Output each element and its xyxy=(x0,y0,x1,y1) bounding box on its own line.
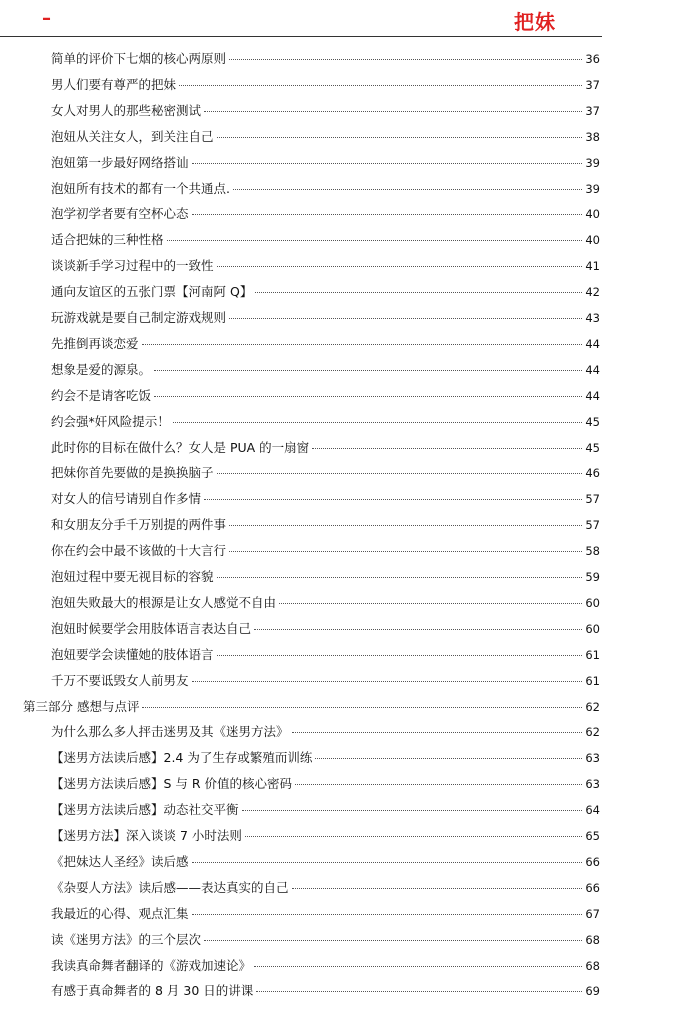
toc-entry[interactable] xyxy=(51,232,600,248)
toc-entry[interactable] xyxy=(51,595,600,611)
toc-leader-dots xyxy=(154,370,582,371)
toc-leader-dots xyxy=(233,189,582,190)
toc-page-number: 44 xyxy=(585,388,600,403)
toc-entry-title: 《把妹达人圣经》读后感 xyxy=(51,853,189,869)
toc-entry-title: 为什么那么多人抨击迷男及其《迷男方法》 xyxy=(51,724,289,740)
toc-entry[interactable] xyxy=(51,517,600,533)
toc-leader-dots xyxy=(242,810,583,811)
toc-page-number: 68 xyxy=(585,958,600,973)
toc-leader-dots xyxy=(217,655,583,656)
toc-entry-title: 泡妞所有技术的都有一个共通点. xyxy=(51,180,230,196)
toc-leader-dots xyxy=(192,914,583,915)
toc-entry[interactable] xyxy=(51,284,600,300)
toc-leader-dots xyxy=(229,59,582,60)
toc-page-number: 39 xyxy=(585,181,600,196)
toc-leader-dots xyxy=(295,784,582,785)
toc-entry[interactable] xyxy=(51,51,600,67)
toc-entry[interactable] xyxy=(51,77,600,93)
toc-page-number: 37 xyxy=(585,77,600,92)
toc-entry[interactable] xyxy=(51,750,600,766)
toc-entry-title: 我读真命舞者翻译的《游戏加速论》 xyxy=(51,957,252,973)
toc-page-number: 39 xyxy=(585,155,600,170)
page-header xyxy=(0,0,602,36)
toc-entry-title: 千万不要诋毁女人前男友 xyxy=(51,672,189,688)
toc-entry-title: 泡妞从关注女人，到关注自己 xyxy=(51,128,214,144)
toc-entry-title: 女人对男人的那些秘密测试 xyxy=(51,102,202,118)
toc-entry-title: 有感于真命舞者的 8 月 30 日的讲课 xyxy=(51,983,254,999)
toc-entry-title: 泡学初学者要有空杯心态 xyxy=(51,206,189,222)
toc-entry-title: 想象是爱的源泉。 xyxy=(51,361,152,377)
toc-leader-dots xyxy=(312,448,582,449)
toc-leader-dots xyxy=(245,836,582,837)
toc-entry-title: 泡妞时候要学会用肢体语言表达自己 xyxy=(51,620,252,636)
toc-entry[interactable] xyxy=(51,543,600,559)
toc-entry[interactable] xyxy=(51,258,600,274)
toc-entry[interactable] xyxy=(51,906,600,922)
toc-leader-dots xyxy=(192,681,583,682)
toc-entry[interactable] xyxy=(51,155,600,171)
toc-page-number: 42 xyxy=(585,285,600,300)
toc-page-number: 61 xyxy=(585,647,600,662)
toc-entry-title: 此时你的目标在做什么？女人是 PUA 的一扇窗 xyxy=(51,439,310,455)
toc-entry-title: 先推倒再谈恋爱 xyxy=(51,335,139,351)
toc-page-number: 41 xyxy=(585,259,600,274)
toc-entry[interactable] xyxy=(51,491,600,507)
toc-page-number: 57 xyxy=(585,492,600,507)
toc-entry[interactable] xyxy=(51,854,600,870)
toc-leader-dots xyxy=(173,422,583,423)
toc-leader-dots xyxy=(292,732,583,733)
toc-entry-title: 简单的评价下七烟的核心两原则 xyxy=(51,51,227,66)
toc-page-number: 38 xyxy=(585,129,600,144)
toc-page-number: 40 xyxy=(585,207,600,222)
toc-entry[interactable] xyxy=(51,776,600,792)
toc-entry-title: 【迷男方法读后感】动态社交平衡 xyxy=(51,802,239,818)
toc-page-number: 36 xyxy=(585,52,600,66)
toc-entry-title: 谈谈新手学习过程中的一致性 xyxy=(51,258,214,274)
toc-entry[interactable] xyxy=(51,569,600,585)
toc-entry[interactable] xyxy=(51,828,600,844)
toc-page-number: 68 xyxy=(585,932,600,947)
toc-leader-dots xyxy=(217,137,583,138)
toc-page-number: 57 xyxy=(585,518,600,533)
toc-leader-dots xyxy=(167,240,583,241)
toc-page-number: 44 xyxy=(585,362,600,377)
toc-entry[interactable] xyxy=(51,129,600,145)
toc-entry-title: 泡妞第一步最好网络搭讪 xyxy=(51,154,189,170)
toc-entry[interactable] xyxy=(51,440,600,456)
toc-leader-dots xyxy=(142,344,583,345)
toc-entry[interactable] xyxy=(51,983,600,999)
toc-leader-dots xyxy=(229,525,582,526)
toc-page-number: 58 xyxy=(585,544,600,559)
toc-leader-dots xyxy=(217,473,583,474)
toc-entry-title: 【迷男方法读后感】2.4 为了生存或繁殖而训练 xyxy=(51,750,313,766)
toc-leader-dots xyxy=(256,991,582,992)
toc-leader-dots xyxy=(192,862,583,863)
toc-entry[interactable] xyxy=(51,310,600,326)
toc-entry[interactable] xyxy=(51,673,600,689)
toc-page-number: 62 xyxy=(585,725,600,740)
toc-entry[interactable] xyxy=(51,103,600,119)
toc-page-number: 44 xyxy=(585,336,600,351)
toc-leader-dots xyxy=(255,292,582,293)
toc-page-number: 40 xyxy=(585,233,600,248)
header-rule xyxy=(0,36,602,37)
toc-entry-title: 我最近的心得、观点汇集 xyxy=(51,905,189,921)
toc-page-number: 67 xyxy=(585,906,600,921)
toc-entry-title: 读《迷男方法》的三个层次 xyxy=(51,931,202,947)
header-dash: – xyxy=(42,8,51,29)
toc-leader-dots xyxy=(229,551,582,552)
toc-entry[interactable] xyxy=(51,181,600,197)
toc-entry-title: 泡妞要学会读懂她的肢体语言 xyxy=(51,646,214,662)
toc-page-number: 59 xyxy=(585,570,600,584)
toc-entry-title: 玩游戏就是要自己制定游戏规则 xyxy=(51,310,227,325)
toc-section-heading[interactable] xyxy=(23,699,600,715)
toc-entry-title: 约会不是请客吃饭 xyxy=(51,387,152,403)
toc-leader-dots xyxy=(192,163,583,164)
toc-page-number: 60 xyxy=(585,595,600,610)
toc-entry-title: 和女朋友分手千万别提的两件事 xyxy=(51,517,227,533)
toc-leader-dots xyxy=(315,758,582,759)
toc-page-number: 66 xyxy=(585,880,600,895)
toc-entry-title: 约会强*奸风险提示！ xyxy=(51,413,170,429)
toc-page-number: 62 xyxy=(585,699,600,714)
toc-entry[interactable] xyxy=(51,414,600,430)
toc-leader-dots xyxy=(292,888,583,889)
toc-entry[interactable] xyxy=(51,336,600,352)
toc-page-number: 45 xyxy=(585,414,600,429)
toc-entry-title: 通向友谊区的五张门票【河南阿 Q】 xyxy=(51,284,253,300)
toc-entry[interactable] xyxy=(51,362,600,378)
toc-page-number: 43 xyxy=(585,311,600,325)
toc-entry[interactable] xyxy=(51,647,600,663)
toc-page-number: 46 xyxy=(585,466,600,481)
toc-page-number: 63 xyxy=(585,751,600,766)
toc-entry-title: 【迷男方法】深入谈谈 7 小时法则 xyxy=(51,828,242,843)
toc-page-number: 66 xyxy=(585,854,600,869)
toc-leader-dots xyxy=(279,603,582,604)
toc-entry-title: 泡妞失败最大的根源是让女人感觉不自由 xyxy=(51,594,277,610)
toc-entry-title: 【迷男方法读后感】S 与 R 价值的核心密码 xyxy=(51,776,293,792)
toc-entry-title: 你在约会中最不该做的十大言行 xyxy=(51,543,227,559)
toc-entry-title: 泡妞过程中要无视目标的容貌 xyxy=(51,569,214,584)
toc-leader-dots xyxy=(217,266,583,267)
toc-entry[interactable] xyxy=(51,932,600,948)
toc-entry-title: 男人们要有尊严的把妹 xyxy=(51,76,177,92)
toc-entry[interactable] xyxy=(51,465,600,481)
toc-page-number: 61 xyxy=(585,673,600,688)
toc-leader-dots xyxy=(154,396,582,397)
toc-page-number: 69 xyxy=(585,984,600,999)
toc-page-number: 65 xyxy=(585,829,600,843)
toc-page-number: 60 xyxy=(585,621,600,636)
toc-entry-title: 第三部分 感想与点评 xyxy=(23,698,140,714)
toc-entry-title: 对女人的信号请别自作多情 xyxy=(51,491,202,507)
toc-leader-dots xyxy=(204,940,582,941)
toc-leader-dots xyxy=(254,629,582,630)
toc-page-number: 63 xyxy=(585,777,600,792)
toc-leader-dots xyxy=(204,499,582,500)
toc-leader-dots xyxy=(217,577,583,578)
toc-entry[interactable] xyxy=(51,880,600,896)
toc-entry[interactable] xyxy=(51,958,600,974)
toc-leader-dots xyxy=(204,111,582,112)
toc-leader-dots xyxy=(179,85,582,86)
toc-entry[interactable] xyxy=(51,724,600,740)
toc-leader-dots xyxy=(254,966,582,967)
toc-entry[interactable] xyxy=(51,388,600,404)
header-title: 把妹 xyxy=(514,10,556,34)
toc-page-number: 45 xyxy=(585,440,600,455)
toc-entry[interactable] xyxy=(51,621,600,637)
toc-leader-dots xyxy=(229,318,582,319)
toc-page-number: 37 xyxy=(585,103,600,118)
toc-entry[interactable] xyxy=(51,206,600,222)
toc-entry-title: 适合把妹的三种性格 xyxy=(51,232,164,248)
toc-entry-title: 《杂耍人方法》读后感——表达真实的自己 xyxy=(51,879,289,895)
toc-page-number: 64 xyxy=(585,803,600,818)
toc-leader-dots xyxy=(142,707,582,708)
toc-entry-title: 把妹你首先要做的是换换脑子 xyxy=(51,465,214,481)
toc-entry[interactable] xyxy=(51,802,600,818)
toc-leader-dots xyxy=(192,214,583,215)
